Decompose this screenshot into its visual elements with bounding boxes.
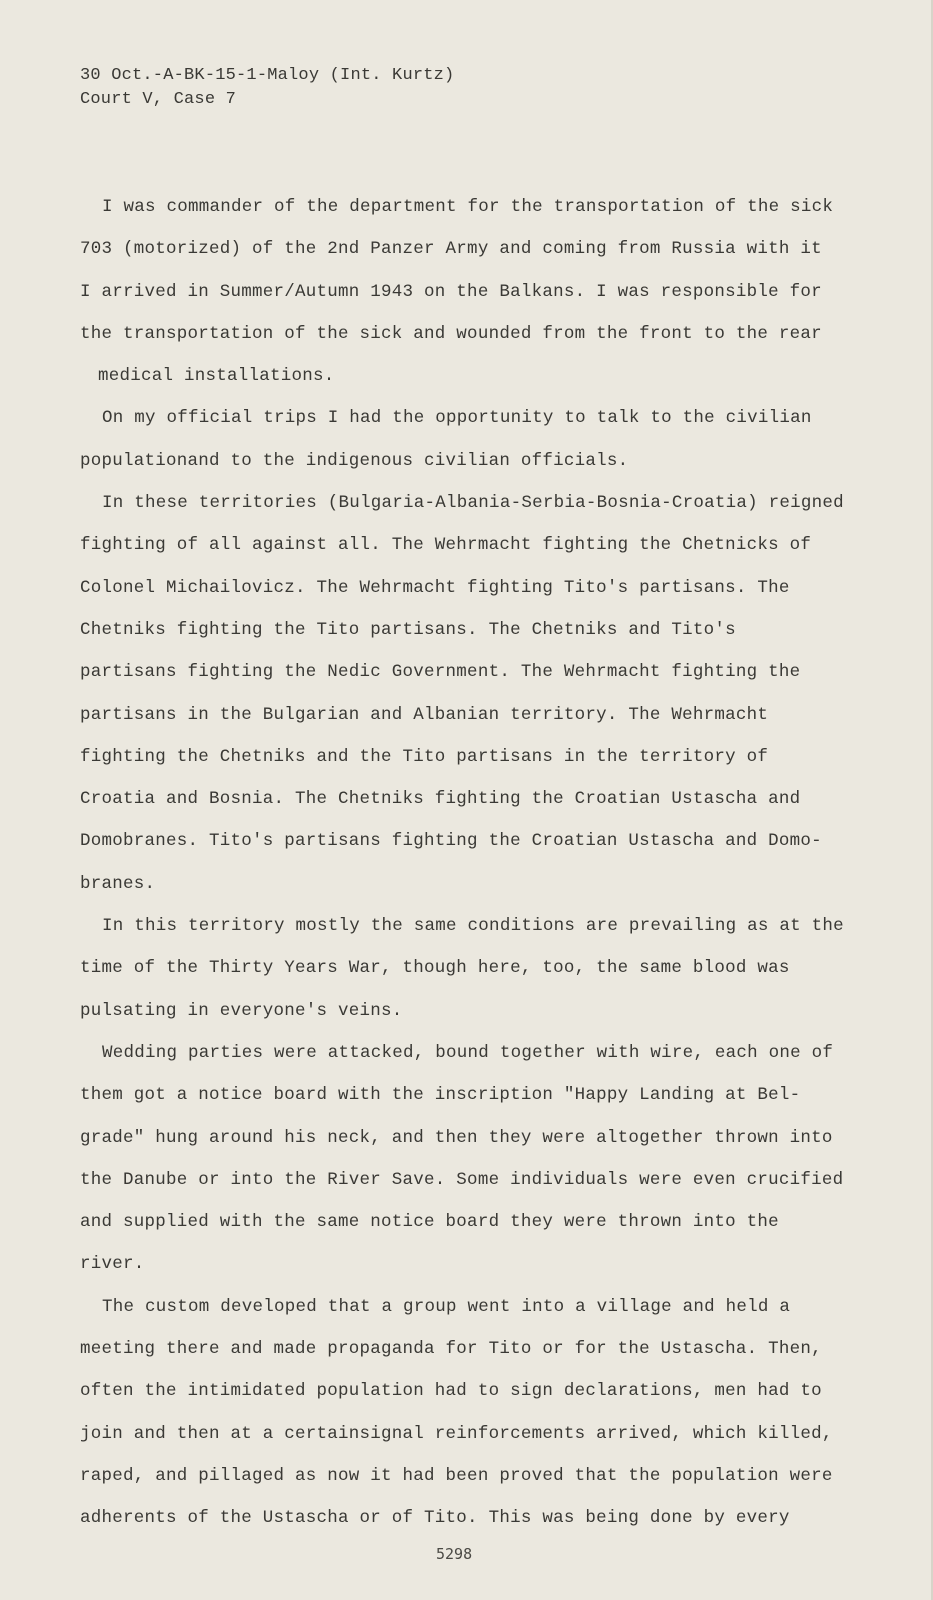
text-line: fighting the Chetniks and the Tito partisans in the territory of [80,746,769,767]
text-line: river. [80,1254,145,1275]
text-line: the transportation of the sick and wounded from the front to the rear [80,323,822,344]
text-line: On my official trips I had the opportunity to talk to the civilian [102,408,812,429]
text-line: meeting there and made propaganda for Tito or for the Ustascha. Then, [80,1339,822,1360]
text-line: Domobranes. Tito's partisans fighting the Croatian Ustascha and Domo- [80,831,822,852]
text-line: branes. [80,873,156,894]
text-line: partisans fighting the Nedic Government. The Wehrmacht fighting the [80,662,801,683]
text-line: time of the Thirty Years War, though here, too, the same blood was [80,958,790,979]
text-line: Croatia and Bosnia. The Chetniks fighting the Croatian Ustascha and [80,789,801,810]
text-line: join and then at a certainsignal reinforcements arrived, which killed, [80,1423,833,1444]
text-line: Wedding parties were attacked, bound together with wire, each one of [102,1042,834,1063]
text-line: I was commander of the department for the transportation of the sick [102,197,834,217]
header-court-line: Court V, Case 7 [80,90,237,109]
text-line: adherents of the Ustascha or of Tito. This was being done by every [80,1508,790,1529]
text-line: populationand to the indigenous civilian officials. [80,450,629,471]
text-line: often the intimidated population had to sign declarations, men had to [80,1381,822,1402]
text-line: raped, and pillaged as now it had been proved that the population were [80,1465,833,1486]
document-header [80,64,454,112]
header-reference-line: 30 Oct.-A-BK-15-1-Maloy (Int. Kurtz) [80,66,455,85]
text-line: medical installations. [98,366,335,387]
text-line: Chetniks fighting the Tito partisans. The Chetniks and Tito's [80,619,736,640]
text-line: The custom developed that a group went into a village and held a [102,1296,791,1317]
testimony-body [80,186,844,1540]
text-line: partisans in the Bulgarian and Albanian territory. The Wehrmacht [80,704,769,725]
text-line: In these territories (Bulgaria-Albania-Serbia-Bosnia-Croatia) reigned [102,493,844,514]
text-line: them got a notice board with the inscription "Happy Landing at Bel- [80,1085,801,1106]
text-line: pulsating in everyone's veins. [80,1000,403,1021]
text-line: 703 (motorized) of the 2nd Panzer Army and coming from Russia with it [80,239,822,260]
text-line: Colonel Michailovicz. The Wehrmacht fighting Tito's partisans. The [80,577,790,598]
text-line: In this territory mostly the same conditions are prevailing as at the [102,916,844,937]
page-number: 5298 [436,1545,473,1563]
text-line: grade" hung around his neck, and then they were altogether thrown into [80,1127,833,1148]
text-line: fighting of all against all. The Wehrmacht fighting the Chetnicks of [80,535,812,556]
text-line: I arrived in Summer/Autumn 1943 on the Balkans. I was responsible for [80,281,822,302]
text-line: and supplied with the same notice board they were thrown into the [80,1212,779,1233]
text-line: the Danube or into the River Save. Some individuals were even crucified [80,1169,844,1190]
